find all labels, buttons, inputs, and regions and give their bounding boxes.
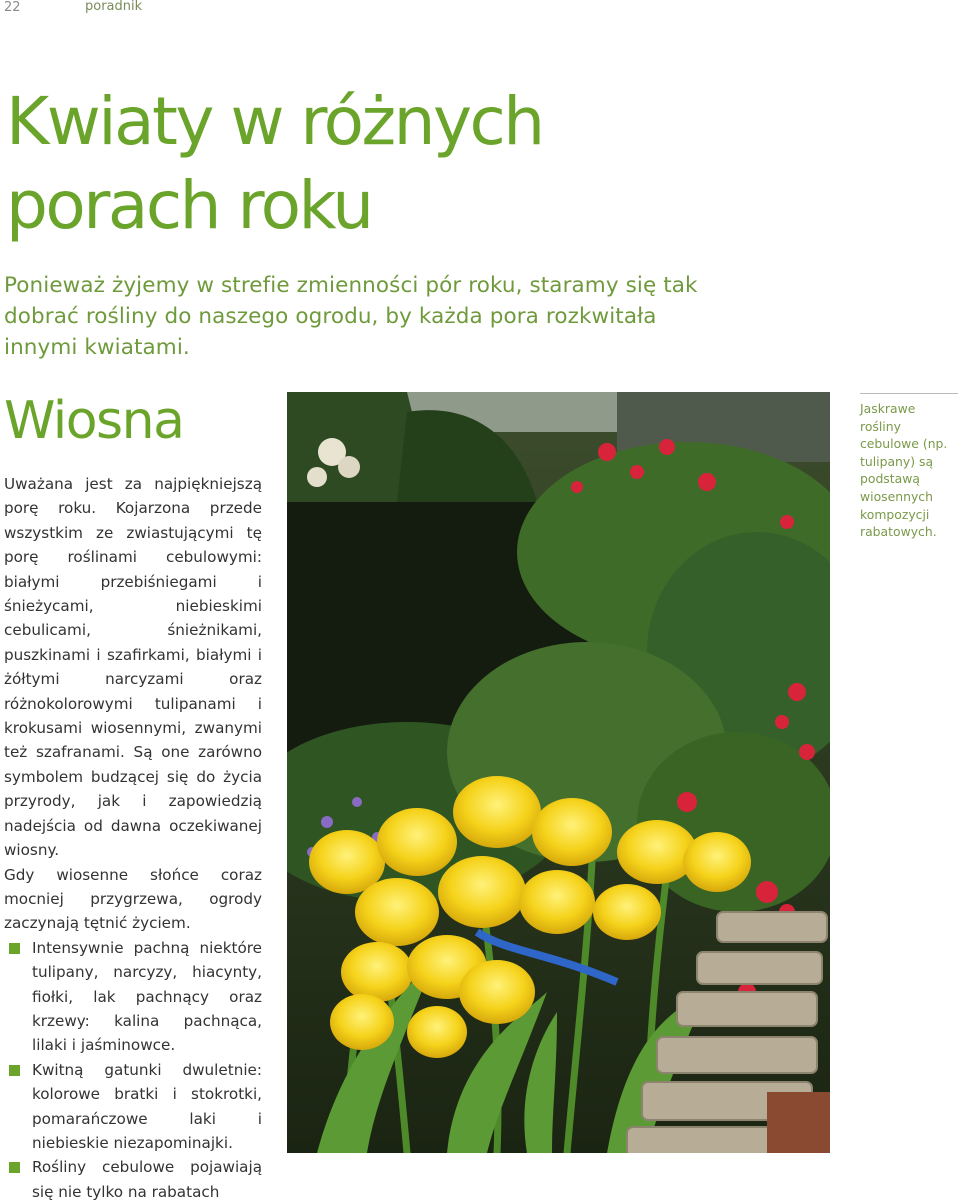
tulip-garden-image bbox=[287, 392, 830, 1153]
body-column bbox=[4, 472, 262, 1204]
garden-photo bbox=[287, 392, 830, 1153]
bullet-list bbox=[4, 936, 262, 1204]
bullet-item bbox=[4, 1058, 262, 1156]
bullet-text: Kwitną gatunki dwuletnie: kolorowe bratki i stokrotki, pomarańczowe laki i niebieskie niezapominajki. bbox=[32, 1060, 262, 1152]
section-heading: Wiosna bbox=[4, 391, 184, 451]
bullet-item bbox=[4, 936, 262, 1058]
square-bullet-icon bbox=[9, 943, 20, 954]
photo-caption: Jaskrawe rośliny cebulowe (np. tulipany) są podstawą wiosennych kompozycji rabatowych. bbox=[860, 393, 958, 541]
square-bullet-icon bbox=[9, 1065, 20, 1076]
square-bullet-icon bbox=[9, 1162, 20, 1173]
bullet-text: Intensywnie pachną niektóre tulipany, narcyzy, hiacynty, fiołki, lak pachnący oraz krzewy: kalina pachnąca, lilaki i jaśminowce. bbox=[32, 938, 262, 1055]
lead-paragraph: Ponieważ żyjemy w strefie zmienności pór roku, staramy się tak dobrać rośliny do naszego ogrodu, by każda pora rozkwitała innymi kwiatami. bbox=[4, 273, 698, 360]
bullet-item bbox=[4, 1155, 262, 1204]
body-paragraph: Uważana jest za najpiękniejszą porę roku. Kojarzona przede wszystkim ze zwiastującymi tę porę roślinami cebulowymi: białymi przebiśniegami i śnieżycami, niebieskimi cebulicami, śnieżnikami, puszkinami i szafirkami, białymi i żółtymi narcyzami oraz różnokolorowymi tulipanami i krokusami wiosennymi, zwanymi też szafranami. Są one zarówno symbolem budzącej się do życia przyrody, jak i zapowiedzią nadejścia od dawna oczekiwanej wiosny. bbox=[4, 475, 262, 860]
article-title: Kwiaty w różnych porach roku bbox=[6, 83, 543, 244]
bullet-text: Rośliny cebulowe pojawiają się nie tylko na rabatach bbox=[32, 1158, 262, 1201]
body-paragraph: Gdy wiosenne słońce coraz mocniej przygrzewa, ogrody zaczynają tętnić życiem. bbox=[4, 865, 262, 933]
section-label: poradnik bbox=[85, 0, 143, 14]
page-number: 22 bbox=[4, 0, 21, 15]
